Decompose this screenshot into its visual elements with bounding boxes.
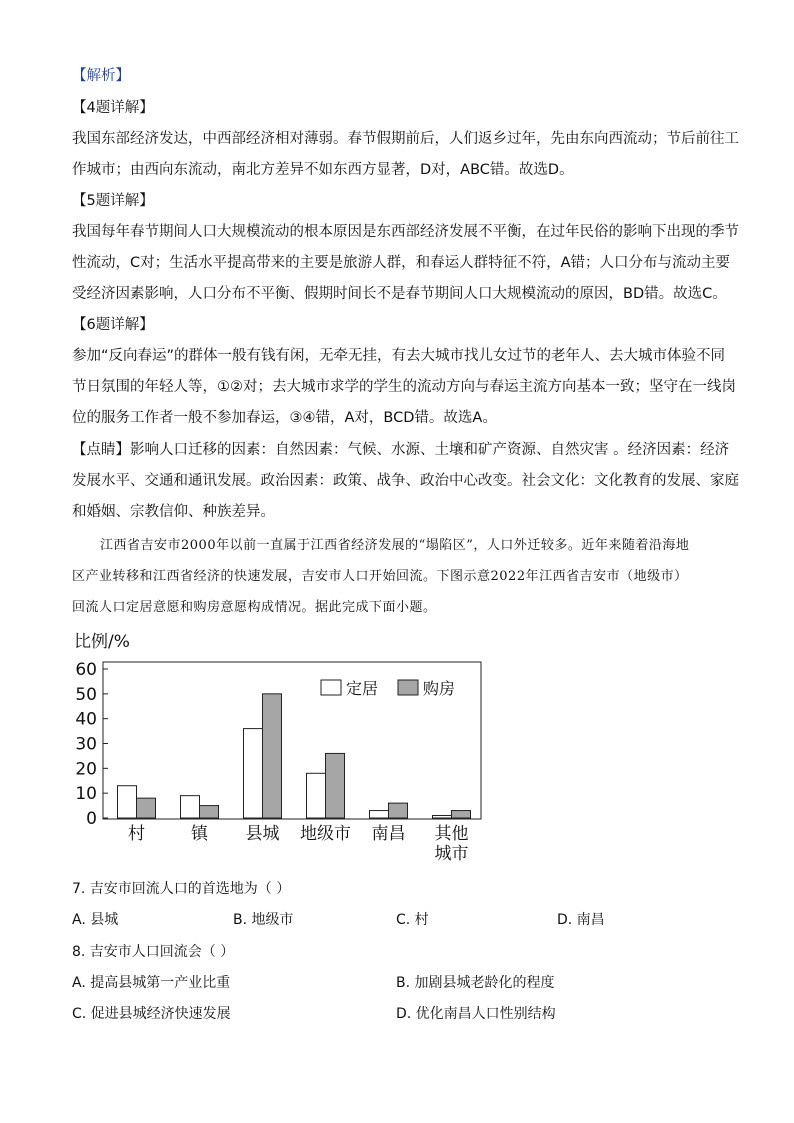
bar-buy-5 [452,811,471,818]
question-7-option-d[interactable]: D. 南昌 [557,912,605,928]
legend-swatch-settle [321,680,341,695]
x-category-label: 县城 [245,824,280,844]
y-tick-label: 10 [75,784,97,805]
q5-text-line: 我国每年春节期间人口大规模流动的根本原因是东西部经济发展不平衡，在过年民俗的影响下出现的季节 [72,224,739,240]
bar-settle-3 [307,773,326,818]
question-7-option-c[interactable]: C. 村 [396,912,429,928]
bar-chart [0,625,794,875]
tip-line: 发展水平、交通和通讯发展。政治因素：政策、战争、政治中心改变。社会文化：文化教育的发展、家庭 [72,473,739,489]
legend-label-buy: 购房 [423,679,456,698]
bar-settle-2 [244,729,263,818]
x-category-label: 村 [128,824,145,844]
analysis-label: 【解析】 [72,68,130,84]
bar-settle-4 [370,811,389,818]
x-category-label: 南昌 [371,824,406,844]
y-tick-label: 0 [86,809,97,829]
x-category-label: 其他城市 [434,824,469,864]
bar-settle-0 [118,786,137,818]
q5-text-line: 性流动，C对；生活水平提高带来的主要是旅游人群，和春运人群特征不符，A错；人口分布与流动主要 [72,255,731,271]
x-category-label: 地级市 [300,824,351,844]
bar-buy-2 [263,694,282,818]
q6-text-line: 位的服务工作者一般不参加春运，③④错，A对，BCD错。故选A。 [72,410,497,426]
bar-buy-3 [326,753,345,818]
q6-heading: 【6题详解】 [72,317,154,333]
q5-heading: 【5题详解】 [72,193,154,209]
passage-line: 江西省吉安市2000年以前一直属于江西省经济发展的“塌陷区”，人口外迁较多。近年来随着沿海地 [100,538,690,553]
legend-label-settle: 定居 [346,679,379,698]
q4-text-line: 我国东部经济发达，中西部经济相对薄弱。春节假期前后，人们返乡过年，先由东向西流动；节后前往工 [72,131,739,147]
q6-text-line: 参加“反向春运”的群体一般有钱有闲，无牵无挂，有去大城市找儿女过节的老年人、去大城市体验不同 [72,348,726,364]
y-tick-label: 20 [75,759,97,780]
question-7-stem: 7. 吉安市回流人口的首选地为（ ） [72,881,291,897]
question-8-stem: 8. 吉安市人口回流会（ ） [72,944,235,960]
y-tick-label: 50 [75,684,97,705]
bar-buy-1 [200,806,219,818]
bar-settle-1 [181,796,200,818]
q6-text-line: 节日氛围的年轻人等，①②对；去大城市求学的学生的流动方向与春运主流方向基本一致；坚守在一线岗 [72,379,736,395]
y-tick-label: 40 [75,709,97,730]
question-8-option-a[interactable]: A. 提高县城第一产业比重 [72,975,231,991]
question-7-option-a[interactable]: A. 县城 [72,912,119,928]
bar-buy-0 [137,798,156,818]
y-tick-label: 30 [75,734,97,755]
question-7-option-b[interactable]: B. 地级市 [233,912,294,928]
y-tick-label: 60 [75,660,97,680]
bar-buy-4 [389,803,408,818]
q5-text-line: 受经济因素影响，人口分布不平衡、假期时间长不是春节期间人口大规模流动的原因，BD错。故选C。 [72,286,727,302]
bar-settle-5 [433,816,452,818]
tip-line: 【点睛】影响人口迁移的因素：自然因素：气候、水源、土壤和矿产资源、自然灾害 。经济因素：经济 [72,442,730,458]
q4-heading: 【4题详解】 [72,100,154,116]
q4-text-line: 作城市；由西向东流动，南北方差异不如东西方显著，D对，ABC错。故选D。 [72,162,574,178]
passage-line: 区产业转移和江西省经济的快速发展，吉安市人口开始回流。下图示意2022年江西省吉安市（地级市） [72,569,688,584]
question-8-option-d[interactable]: D. 优化南昌人口性别结构 [396,1006,556,1022]
question-8-option-c[interactable]: C. 促进县城经济快速发展 [72,1006,231,1022]
question-8-option-b[interactable]: B. 加剧县城老龄化的程度 [396,975,555,991]
passage-line: 回流人口定居意愿和购房意愿构成情况。据此完成下面小题。 [72,600,437,615]
tip-line: 和婚姻、宗教信仰、种族差异。 [72,504,275,520]
x-category-label: 镇 [191,824,208,844]
chart-ylabel: 比例/% [74,632,130,652]
legend-swatch-buy [398,680,418,695]
